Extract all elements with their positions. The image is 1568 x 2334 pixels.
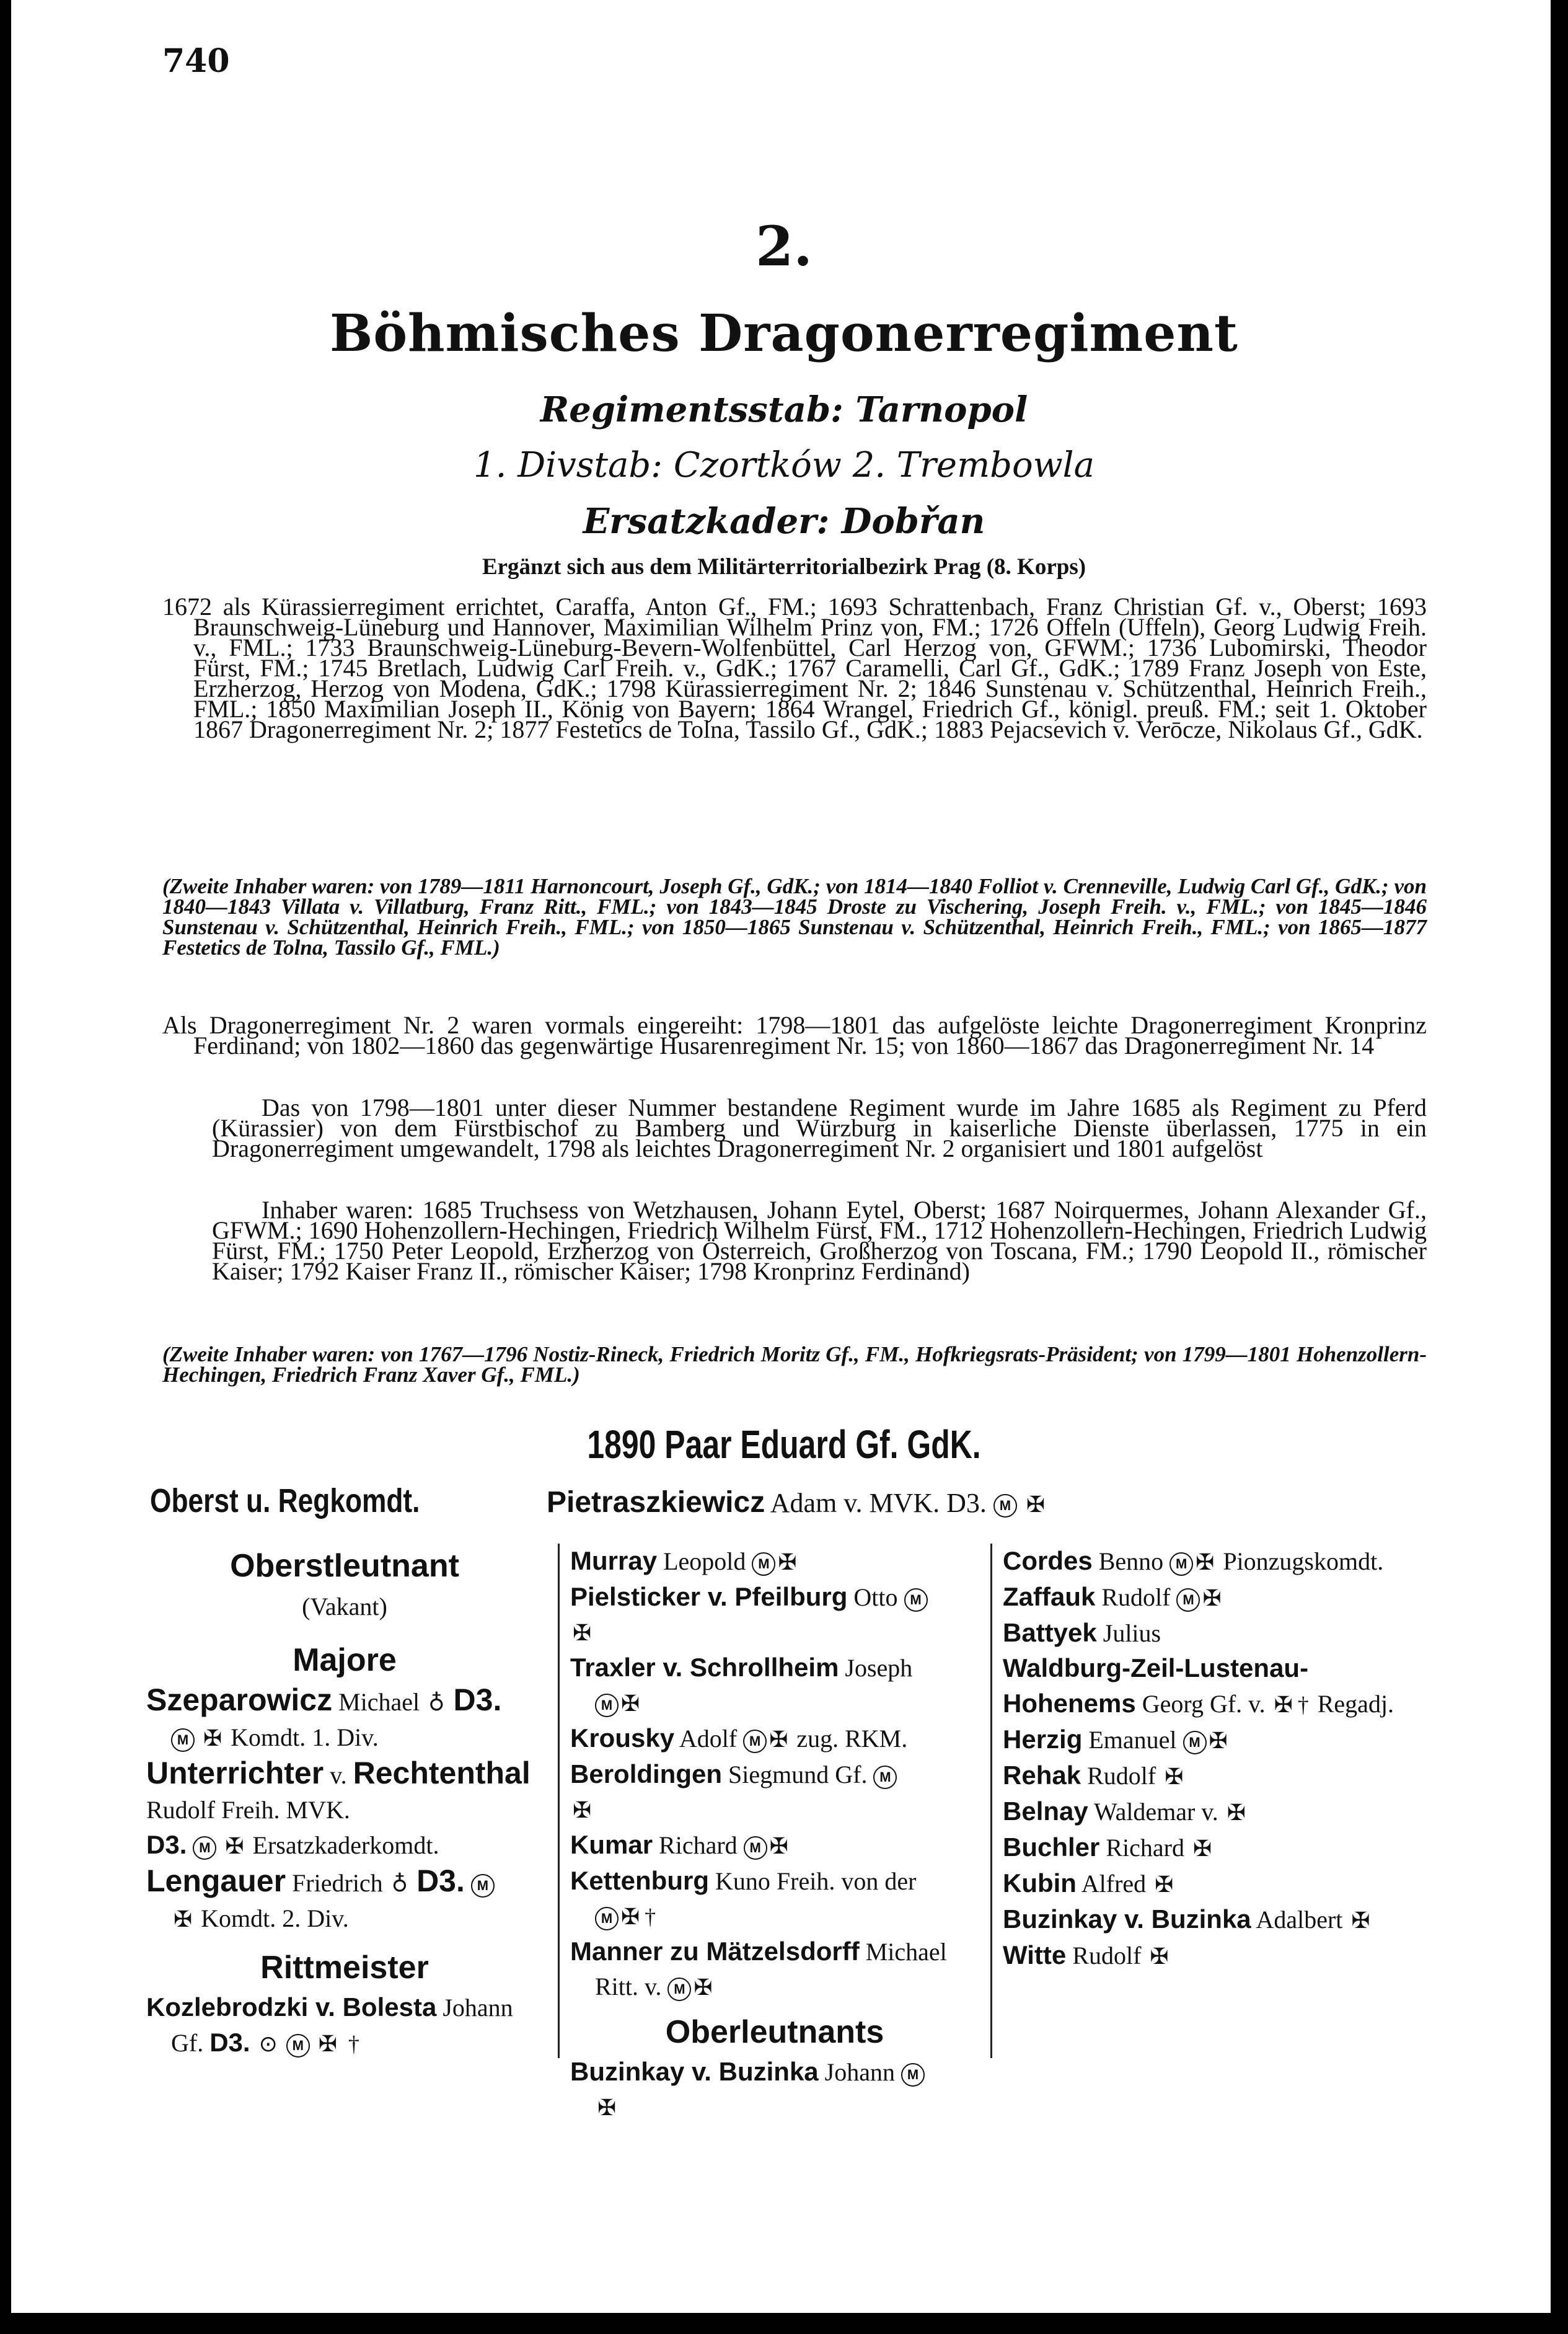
officer-entry	[570, 1544, 979, 1580]
officer-name: Kumar	[570, 1830, 653, 1859]
officer-given-name: Rudolf	[1072, 1942, 1142, 1969]
officer-given-name: Michael	[865, 1938, 947, 1966]
scan-border-bottom	[0, 2313, 1568, 2334]
cross-icon: ✠	[621, 1691, 640, 1716]
cross-icon: ✠	[318, 2031, 337, 2056]
officer-given-name: Alfred	[1081, 1870, 1147, 1898]
captain-entry	[146, 1990, 543, 2025]
officer-given-name: Joseph	[845, 1654, 913, 1682]
officer-entry	[570, 1828, 979, 1863]
officer-name: Kubin	[1003, 1868, 1077, 1898]
division-staff: 1. Divstab: Czortków 2. Trembowla	[473, 445, 1095, 485]
officer-name: Buchler	[1003, 1832, 1100, 1862]
medal-icon: M	[193, 1836, 216, 1860]
officer-entry	[570, 2054, 979, 2090]
medal-icon: M	[873, 1766, 897, 1789]
major-particle: v.	[330, 1761, 347, 1789]
officer-given-name: Siegmund Gf.	[728, 1761, 868, 1788]
officer-entry	[570, 1650, 979, 1686]
officer-entry	[1003, 1866, 1412, 1902]
officer-given-name: Richard	[1106, 1834, 1184, 1862]
cross-icon: ✠	[573, 1620, 592, 1645]
officer-entry-detail	[570, 2090, 979, 2125]
medal-icon: M	[904, 1588, 928, 1612]
officer-given-name: Adalbert	[1256, 1906, 1343, 1934]
officer-entry	[1003, 1758, 1412, 1794]
second-owners-note: (Zweite Inhaber waren: von 1789—1811 Harnoncourt, Joseph Gf., GdK.; von 1814—1840 Folliot v. Crenneville, Ludwig Carl Gf., GdK.; von 1840—1843 Villata v. Villatburg, Franz Ritt., FML.; von 1843—1845 Droste zu Vischering, Joseph Freih. v., FML.; von 1845—1846 Sunstenau v. Schützenthal, Heinrich Freih., FML.; von 1850—1865 Sunstenau v. Schützenthal, Heinrich Freih., FML.; von 1865—1877 Festetics de Tolna, Tassilo Gf., FML.)	[162, 874, 1427, 960]
roster-column-3	[1003, 1544, 1412, 1974]
officer-name: Beroldingen	[570, 1759, 723, 1788]
cross-icon: ✠	[1209, 1728, 1228, 1753]
lieutenant-colonel-vacant: (Vakant)	[302, 1593, 387, 1620]
officer-entry	[1003, 1902, 1412, 1938]
cross-icon: ✠	[769, 1834, 788, 1859]
cross-icon: ✠	[1193, 1836, 1212, 1861]
officer-name: Rehak	[1003, 1761, 1081, 1790]
cross-icon: ✠	[1155, 1872, 1174, 1897]
cross-icon: ✠	[1165, 1764, 1184, 1789]
officer-entry-detail	[570, 1899, 979, 1934]
officer-given-name: Rudolf	[1101, 1583, 1171, 1611]
cross-icon: ✠	[597, 2095, 617, 2120]
cross-icon: ✠	[1150, 1944, 1169, 1969]
order-icon: ♁	[428, 1691, 445, 1715]
sword-icon: †	[645, 1904, 656, 1929]
officer-entry	[1003, 1722, 1412, 1758]
officer-entry	[570, 1757, 979, 1792]
roster-column-2	[570, 1544, 979, 2125]
column-divider-2	[990, 1544, 992, 2058]
major-name-2: Rechtenthal	[353, 1756, 531, 1790]
officer-entry	[1003, 1794, 1412, 1830]
decoration-d3: D3.	[209, 2028, 250, 2057]
medal-icon: M	[1176, 1588, 1200, 1612]
lieutenant-colonel-heading: Oberstleutnant	[230, 1548, 459, 1584]
officer-given-name: Kuno Freih. von der	[715, 1867, 917, 1895]
cross-icon: ✠	[1202, 1586, 1222, 1611]
major-entry-detail	[146, 1720, 543, 1756]
circle-icon: ⊙	[258, 2031, 278, 2056]
ersatz-cadre: Ersatzkader: Dobřan	[583, 501, 985, 542]
major-given-name: Michael	[338, 1688, 420, 1716]
cross-icon: ✠	[694, 1975, 713, 2000]
cross-icon: ✠	[174, 1907, 193, 1932]
officer-entry	[570, 1580, 979, 1615]
second-owners-note-2: (Zweite Inhaber waren: von 1767—1796 Nostiz-Rineck, Friedrich Moritz Gf., FM., Hofkriegsrats-Präsident; von 1799—1801 Hohenzollern-Hechingen, Friedrich Franz Xaver Gf., FML.)	[162, 1342, 1427, 1387]
sword-icon: †	[1297, 1692, 1309, 1717]
sword-icon: †	[348, 2031, 359, 2056]
officer-given-name: Adolf	[679, 1725, 738, 1753]
cross-icon: ✠	[1351, 1908, 1370, 1933]
regiment-origin-text: Das von 1798—1801 unter dieser Nummer bestandene Regiment wurde im Jahre 1685 als Regiment zu Pferd (Kürassier) von dem Fürstbischof zu Bamberg und Würzburg in kaiserliche Dienste überlassen, 1775 in ein Dragonerregiment umgewandelt, 1798 als leichtes Dragonerregiment Nr. 2 organisiert und 1801 aufgelöst	[212, 1094, 1427, 1162]
major-note: Komdt. 1. Div.	[231, 1723, 379, 1751]
officer-name: Zaffauk	[1003, 1582, 1096, 1611]
medal-icon: M	[743, 1730, 767, 1753]
regiment-number: 2.	[755, 214, 813, 278]
officer-given-name: Otto	[853, 1583, 898, 1611]
major-name: Szeparowicz	[146, 1682, 333, 1717]
captain-entry-detail	[146, 2025, 543, 2061]
cross-icon: ✠	[1227, 1800, 1246, 1825]
commander-row	[150, 1482, 1451, 1531]
officer-name: Buzinkay v. Buzinka	[570, 2057, 819, 2086]
commander-entry	[547, 1485, 1047, 1519]
major-note: Komdt. 2. Div.	[201, 1904, 349, 1932]
officer-given-name: Richard	[659, 1831, 738, 1859]
medal-icon: M	[901, 2063, 925, 2087]
former-owners-paragraph	[162, 1196, 1427, 1285]
officer-given-name: Emanuel	[1088, 1726, 1177, 1754]
major-entry	[146, 1756, 543, 1793]
regiment-origin-paragraph	[162, 1094, 1427, 1162]
officer-given-name: Rudolf	[1087, 1762, 1156, 1790]
regiment-staff: Regimentsstab: Tarnopol	[540, 389, 1028, 430]
officer-name: Krousky	[570, 1723, 675, 1753]
first-lieutenants-heading: Oberleutnants	[665, 2014, 884, 2050]
officer-name: Battyek	[1003, 1618, 1097, 1647]
officer-entry	[1003, 1938, 1412, 1974]
decoration-d3: D3.	[146, 1830, 187, 1859]
medal-icon: M	[993, 1494, 1017, 1518]
cross-icon: ✠	[1196, 1550, 1215, 1575]
order-icon: ♁	[391, 1872, 408, 1896]
officer-entry-detail	[570, 1792, 979, 1828]
officer-entry	[1003, 1580, 1412, 1616]
cross-icon: ✠	[573, 1798, 592, 1823]
medal-icon: M	[744, 1836, 767, 1860]
officer-given-name: Benno	[1098, 1547, 1164, 1575]
majors-heading: Majore	[293, 1642, 397, 1678]
major-entry	[146, 1682, 543, 1720]
commander-label: Oberst u. Regkomdt.	[150, 1482, 420, 1519]
column-divider-1	[558, 1544, 560, 2058]
officer-given-name: Georg Gf. v.	[1142, 1690, 1266, 1718]
former-owners-text: Inhaber waren: 1685 Truchsess von Wetzhausen, Johann Eytel, Oberst; 1687 Noirquermes, Johann Alexander Gf., GFWM.; 1690 Hohenzollern-Hechingen, Friedrich Wilhelm Fürst, FM., 1712 Hohenzollern-Hechingen, Friedrich Ludwig Fürst, FM.; 1750 Peter Leopold, Erzherzog von Österreich, Großherzog von Toscana, FM.; 1790 Leopold II., römischer Kaiser; 1792 Kaiser Franz II., römischer Kaiser; 1798 Kronprinz Ferdinand)	[212, 1196, 1427, 1285]
regiment-title: Böhmisches Dragonerregiment	[330, 304, 1238, 363]
decoration-d3: D3.	[453, 1682, 502, 1717]
major-given-name: Rudolf Freih. MVK.	[146, 1796, 350, 1824]
officer-name: Herzig	[1003, 1725, 1083, 1754]
officer-given-name: Leopold	[663, 1547, 746, 1575]
medal-icon: M	[667, 1978, 691, 2001]
decoration-d3: D3.	[416, 1863, 465, 1898]
officer-entry-detail	[570, 1686, 979, 1721]
officer-name: Witte	[1003, 1940, 1067, 1969]
officer-given-name: Johann	[824, 2058, 895, 2086]
history-paragraph: 1672 als Kürassierregiment errichtet, Caraffa, Anton Gf., FM.; 1693 Schrattenbach, Franz Christian Gf. v., Oberst; 1693 Braunschweig-Lüneburg und Hannover, Maximilian Wilhelm Prinz von, FM.; 1726 Offeln (Uffeln), Georg Ludwig Freih. v., FML.; 1733 Braunschweig-Lüneburg-Bevern-Wolfenbüttel, Carl Herzog von, GFWM.; 1736 Lubomirski, Theodor Fürst, FM.; 1745 Bretlach, Ludwig Carl Freih. v., GdK.; 1767 Caramelli, Carl Gf., GdK.; 1789 Franz Joseph von Este, Erzherzog, Herzog von Modena, GdK.; 1798 Kürassierregiment Nr. 2; 1846 Sunstenau v. Schützenthal, Heinrich Freih., FML.; 1850 Maximilian Joseph II., König von Bayern; 1864 Wrangel, Friedrich Gf., königl. preuß. FM.; seit 1. Oktober 1867 Dragonerregiment Nr. 2; 1877 Festetics de Tolna, Tassilo Gf., GdK.; 1883 Pejacsevich v. Verōcze, Nikolaus Gf., GdK.	[162, 593, 1427, 743]
officer-given-name: Waldemar v.	[1094, 1798, 1218, 1826]
regiment-owner: 1890 Paar Eduard Gf. GdK.	[587, 1422, 981, 1467]
officer-entry	[570, 1721, 979, 1757]
captain-name: Kozlebrodzki v. Bolesta	[146, 1992, 437, 2022]
officer-name: Cordes	[1003, 1546, 1093, 1575]
page-number: 740	[162, 42, 230, 80]
major-note: Ersatzkaderkomdt.	[252, 1831, 439, 1859]
medal-icon: M	[471, 1874, 495, 1898]
officer-name: Waldburg-Zeil-Lustenau-Hohenems	[1003, 1653, 1309, 1718]
cross-icon: ✠	[1274, 1692, 1293, 1717]
roster-column-1	[146, 1544, 543, 2061]
cross-icon: ✠	[225, 1834, 244, 1859]
major-given-name: Friedrich	[292, 1869, 383, 1897]
medal-icon: M	[286, 2034, 310, 2058]
officer-note: zug. RKM.	[796, 1725, 908, 1753]
medal-icon: M	[595, 1694, 619, 1717]
officer-entry-detail	[570, 1615, 979, 1650]
officer-entry	[570, 1934, 979, 1969]
officer-name: Buzinkay v. Buzinka	[1003, 1904, 1251, 1934]
officer-entry	[1003, 1651, 1412, 1722]
medal-icon: M	[752, 1552, 775, 1576]
major-entry	[146, 1863, 543, 1901]
captain-title: Gf.	[171, 2029, 204, 2057]
officer-note: Regadj.	[1317, 1690, 1394, 1718]
major-name: Unterrichter	[146, 1756, 324, 1790]
officer-entry	[1003, 1544, 1412, 1580]
captain-given-name: Johann	[443, 1994, 513, 2022]
medal-icon: M	[171, 1728, 195, 1752]
commander-name: Pietraszkiewicz	[547, 1486, 765, 1519]
cross-icon: ✠	[621, 1904, 640, 1929]
major-entry-detail	[146, 1901, 543, 1937]
officer-name: Kettenburg	[570, 1866, 709, 1895]
major-entry-detail	[146, 1828, 543, 1863]
commander-details: Adam v. MVK. D3.	[770, 1488, 987, 1518]
officer-title: Ritt. v.	[595, 1973, 662, 2000]
former-units-paragraph: Als Dragonerregiment Nr. 2 waren vormals eingereiht: 1798—1801 das aufgelöste leichte Dragonerregiment Kronprinz Ferdinand; von 1802—1860 das gegenwärtige Husarenregiment Nr. 15; von 1860—1867 das Dragonerregiment Nr. 14	[162, 1011, 1427, 1059]
officer-given-name: Julius	[1103, 1619, 1161, 1647]
cross-icon: ✠	[769, 1727, 788, 1752]
officer-name: Manner zu Mätzelsdorff	[570, 1937, 860, 1966]
cross-icon: ✠	[1026, 1492, 1046, 1517]
major-entry-detail	[146, 1793, 543, 1828]
medal-icon: M	[1169, 1552, 1193, 1576]
officer-name: Traxler v. Schrollheim	[570, 1653, 839, 1682]
officer-entry	[1003, 1616, 1412, 1651]
cross-icon: ✠	[778, 1550, 797, 1575]
officer-note: Pionzugskomdt.	[1223, 1547, 1384, 1575]
officer-name: Pielsticker v. Pfeilburg	[570, 1582, 848, 1611]
officer-entry-detail	[570, 1969, 979, 2005]
captains-heading: Rittmeister	[260, 1950, 429, 1986]
recruitment-district: Ergänzt sich aus dem Militärterritorialbezirk Prag (8. Korps)	[482, 554, 1086, 580]
medal-icon: M	[1183, 1731, 1207, 1754]
officer-name: Belnay	[1003, 1797, 1088, 1826]
medal-icon: M	[595, 1907, 619, 1930]
officer-name: Murray	[570, 1546, 658, 1575]
officer-entry	[570, 1863, 979, 1899]
major-name: Lengauer	[146, 1863, 286, 1898]
cross-icon: ✠	[203, 1726, 222, 1751]
officer-entry	[1003, 1830, 1412, 1866]
